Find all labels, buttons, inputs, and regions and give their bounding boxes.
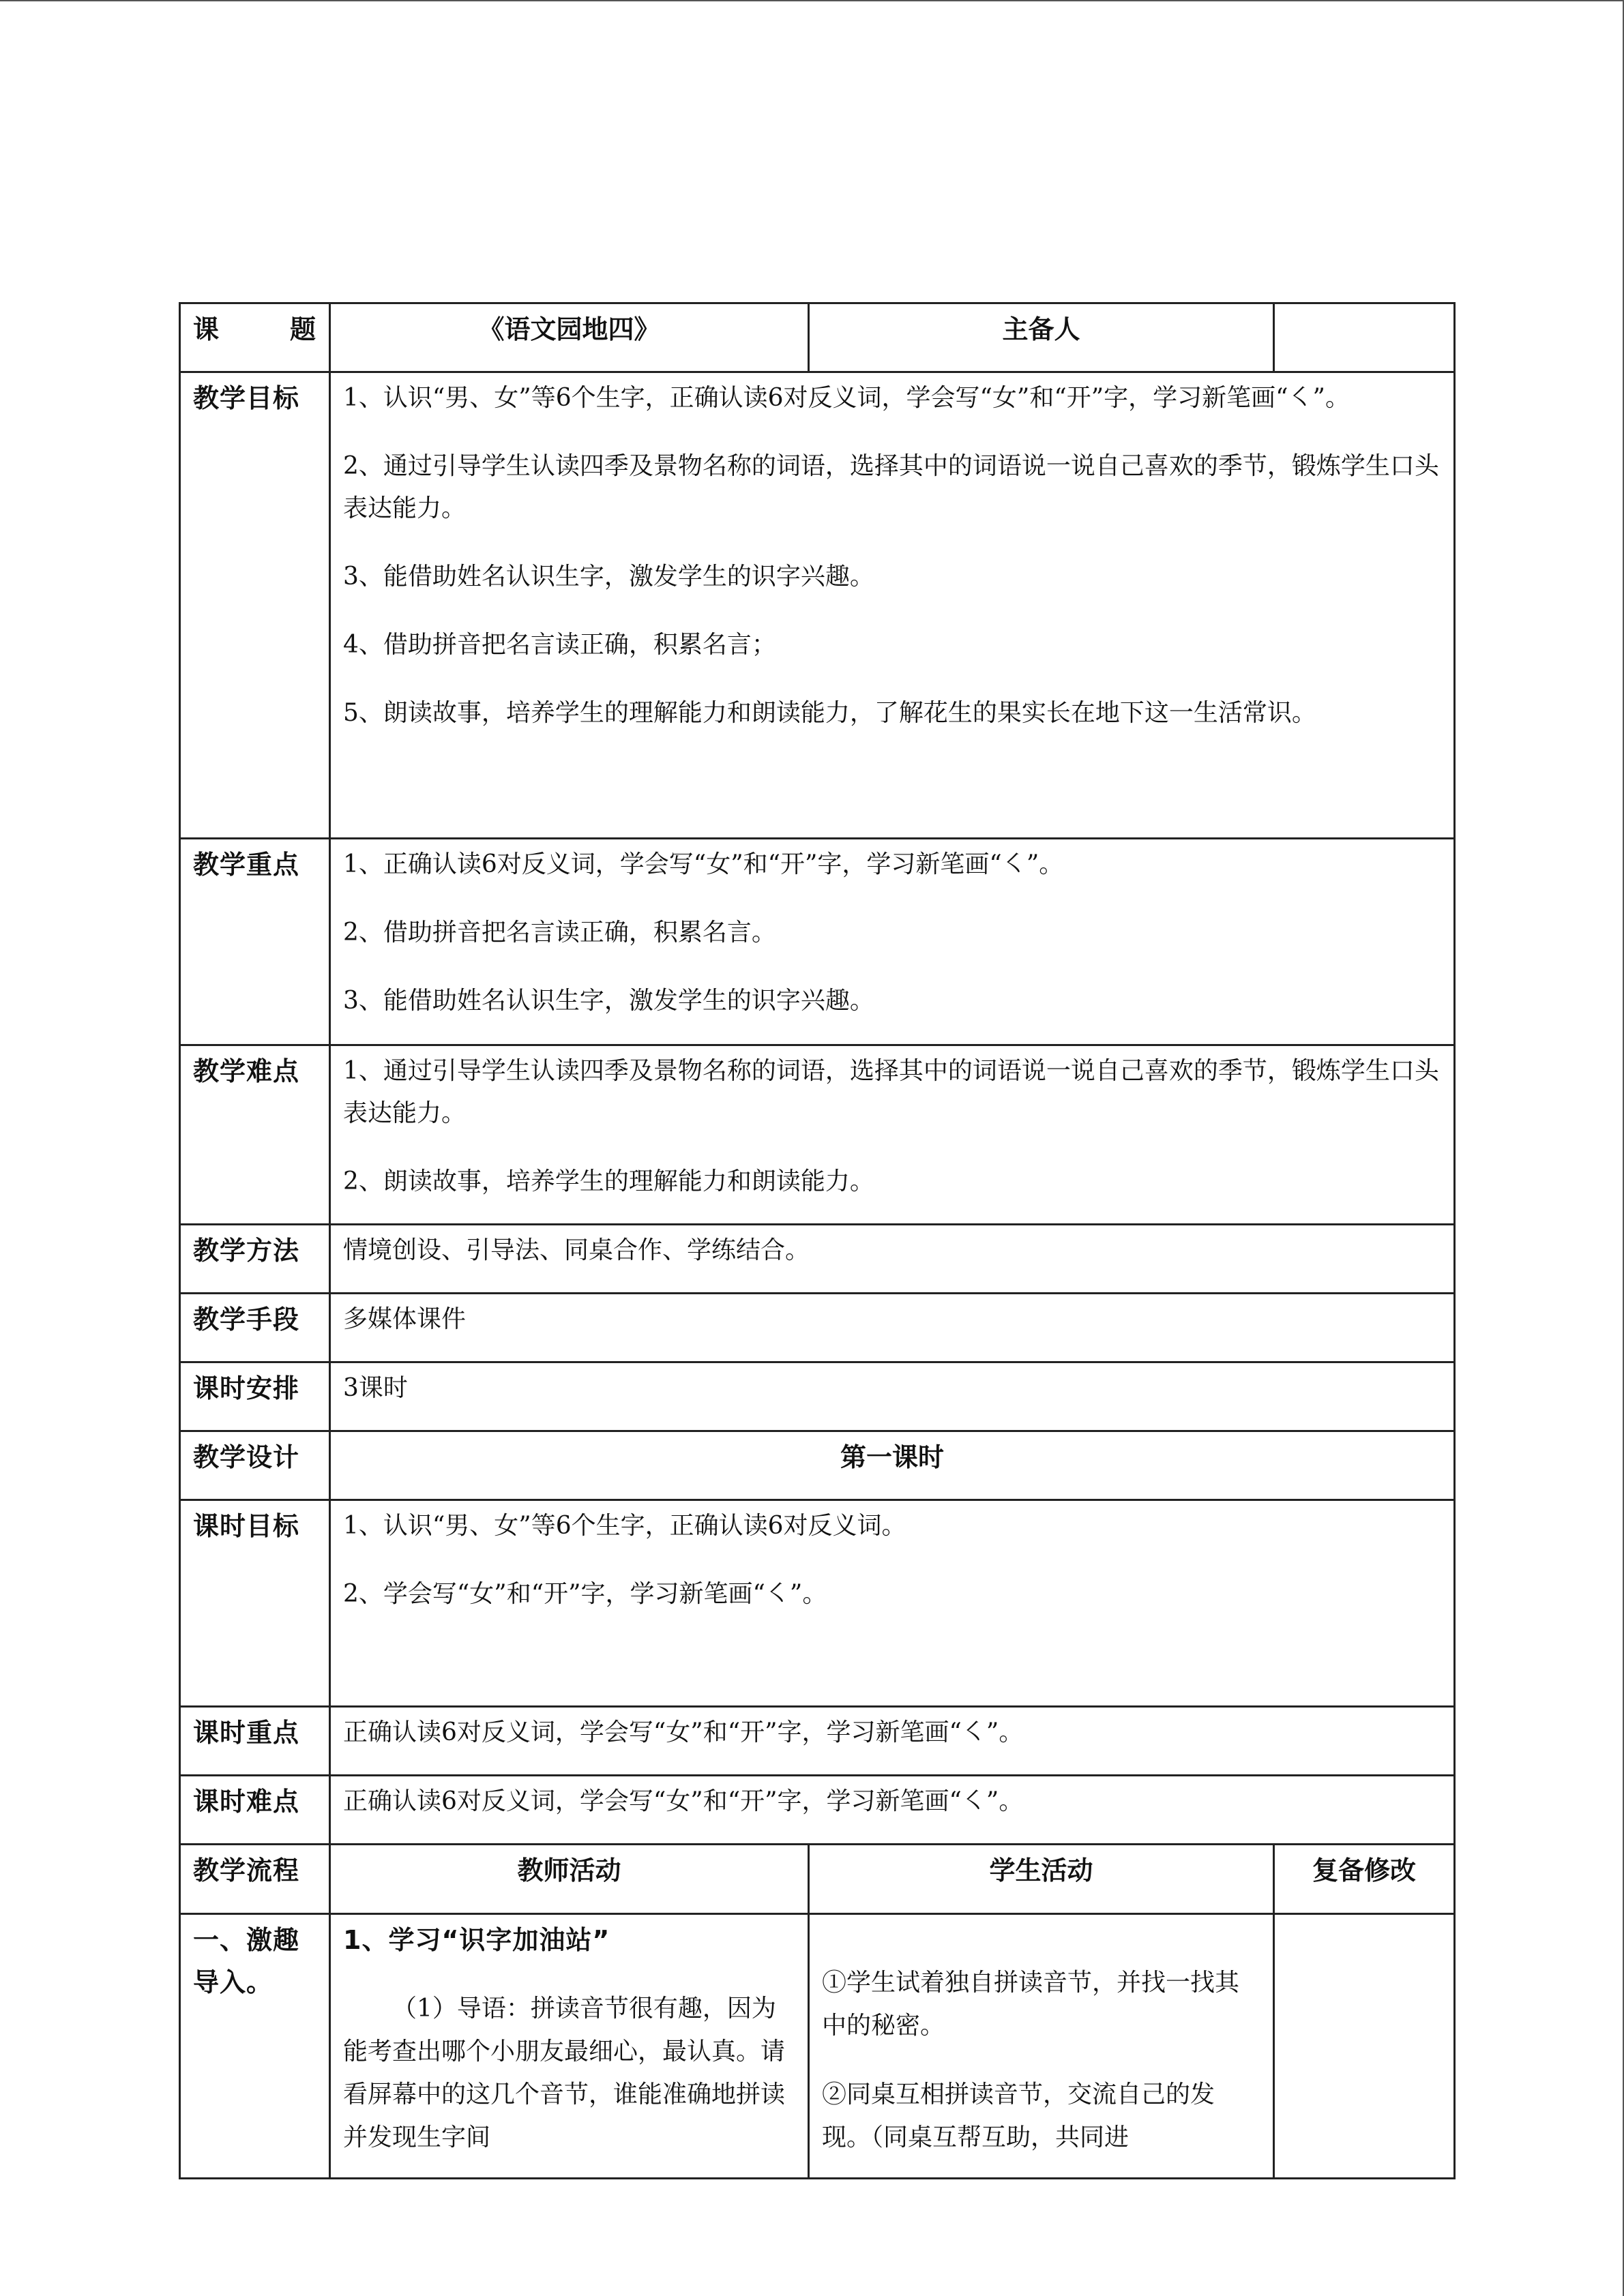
preparer-label: 主备人	[809, 303, 1274, 372]
teaching-goal-item: 5、朗读故事，培养学生的理解能力和朗读能力，了解花生的果实长在地下这一生活常识。	[343, 699, 1316, 727]
student-activity-item: ①学生试着独自拼读音节，并找一找其中的秘密。	[822, 1969, 1240, 2040]
lesson-key-value: 正确认读6对反义词，学会写“女”和“开”字，学习新笔画“㇛”。	[330, 1707, 1455, 1776]
methods-row	[180, 1225, 1455, 1294]
methods-value: 情境创设、引导法、同桌合作、学练结合。	[330, 1225, 1455, 1294]
key-points-label: 教学重点	[180, 839, 330, 1045]
teaching-goal-item: 1、认识“男、女”等6个生字，正确认读6对反义词，学会写“女”和“开”字，学习新笔画“㇛”。	[343, 384, 1350, 412]
teaching-goal-item: 2、通过引导学生认读四季及景物名称的词语，选择其中的词语说一说自己喜欢的季节，锻炼学生口头表达能力。	[343, 452, 1439, 522]
design-label: 教学设计	[180, 1431, 330, 1500]
teaching-goals-content	[330, 372, 1455, 839]
difficulty-item: 2、朗读故事，培养学生的理解能力和朗读能力。	[343, 1167, 874, 1195]
schedule-row	[180, 1362, 1455, 1431]
topic-row	[180, 303, 1455, 372]
design-value: 第一课时	[330, 1431, 1455, 1500]
teaching-goals-row	[180, 372, 1455, 839]
methods-label: 教学方法	[180, 1225, 330, 1294]
means-row	[180, 1294, 1455, 1362]
design-row	[180, 1431, 1455, 1500]
process-label: 教学流程	[180, 1845, 330, 1914]
teacher-activity-title: 1、学习“识字加油站”	[343, 1925, 610, 1955]
teaching-goal-item: 3、能借助姓名认识生字，激发学生的识字兴趣。	[343, 563, 874, 591]
process-header-row	[180, 1845, 1455, 1914]
process-step-row	[180, 1914, 1455, 2179]
revision-content	[1274, 1914, 1455, 2179]
revision-header: 复备修改	[1274, 1845, 1455, 1914]
lesson-difficulty-value: 正确认读6对反义词，学会写“女”和“开”字，学习新笔画“㇛”。	[330, 1776, 1455, 1845]
difficulties-row	[180, 1045, 1455, 1225]
preparer-value	[1274, 303, 1455, 372]
lesson-difficulty-row	[180, 1776, 1455, 1845]
teaching-goal-item: 4、借助拼音把名言读正确，积累名言；	[343, 631, 776, 659]
topic-label: 课 题	[180, 303, 330, 372]
lesson-goals-row	[180, 1500, 1455, 1707]
key-point-item: 3、能借助姓名认识生字，激发学生的识字兴趣。	[343, 987, 874, 1015]
lesson-plan-table	[179, 302, 1456, 2179]
lesson-goals-content	[330, 1500, 1455, 1707]
key-point-item: 2、借助拼音把名言读正确，积累名言。	[343, 919, 776, 946]
key-points-row	[180, 839, 1455, 1045]
means-label: 教学手段	[180, 1294, 330, 1362]
difficulties-label: 教学难点	[180, 1045, 330, 1225]
student-activity-content	[809, 1914, 1274, 2179]
lesson-goals-label: 课时目标	[180, 1500, 330, 1707]
process-step-label: 一、激趣导入。	[180, 1914, 330, 2179]
key-points-content	[330, 839, 1455, 1045]
topic-value: 《语文园地四》	[330, 303, 809, 372]
lesson-goal-item: 2、学会写“女”和“开”字，学习新笔画“㇛”。	[343, 1580, 827, 1608]
difficulty-item: 1、通过引导学生认读四季及景物名称的词语，选择其中的词语说一说自己喜欢的季节，锻炼学生口头表达能力。	[343, 1057, 1439, 1127]
means-value: 多媒体课件	[330, 1294, 1455, 1362]
student-activity-item: ②同桌互相拼读音节，交流自己的发现。（同桌互帮互助，共同进	[822, 2081, 1215, 2151]
difficulties-content	[330, 1045, 1455, 1225]
schedule-label: 课时安排	[180, 1362, 330, 1431]
lesson-key-label: 课时重点	[180, 1707, 330, 1776]
teacher-activity-content	[330, 1914, 809, 2179]
lesson-difficulty-label: 课时难点	[180, 1776, 330, 1845]
teacher-activity-text: （1）导语：拼读音节很有趣，因为能考查出哪个小朋友最细心，最认真。请看屏幕中的这几个音节，谁能准确地拼读并发现生字间	[343, 1995, 786, 2151]
page-top-border	[0, 0, 1624, 1]
student-activity-header: 学生活动	[809, 1845, 1274, 1914]
teaching-goals-label: 教学目标	[180, 372, 330, 839]
lesson-key-row	[180, 1707, 1455, 1776]
lesson-goal-item: 1、认识“男、女”等6个生字，正确认读6对反义词。	[343, 1512, 906, 1540]
teacher-activity-header: 教师活动	[330, 1845, 809, 1914]
key-point-item: 1、正确认读6对反义词，学会写“女”和“开”字，学习新笔画“㇛”。	[343, 850, 1064, 878]
schedule-value: 3课时	[330, 1362, 1455, 1431]
